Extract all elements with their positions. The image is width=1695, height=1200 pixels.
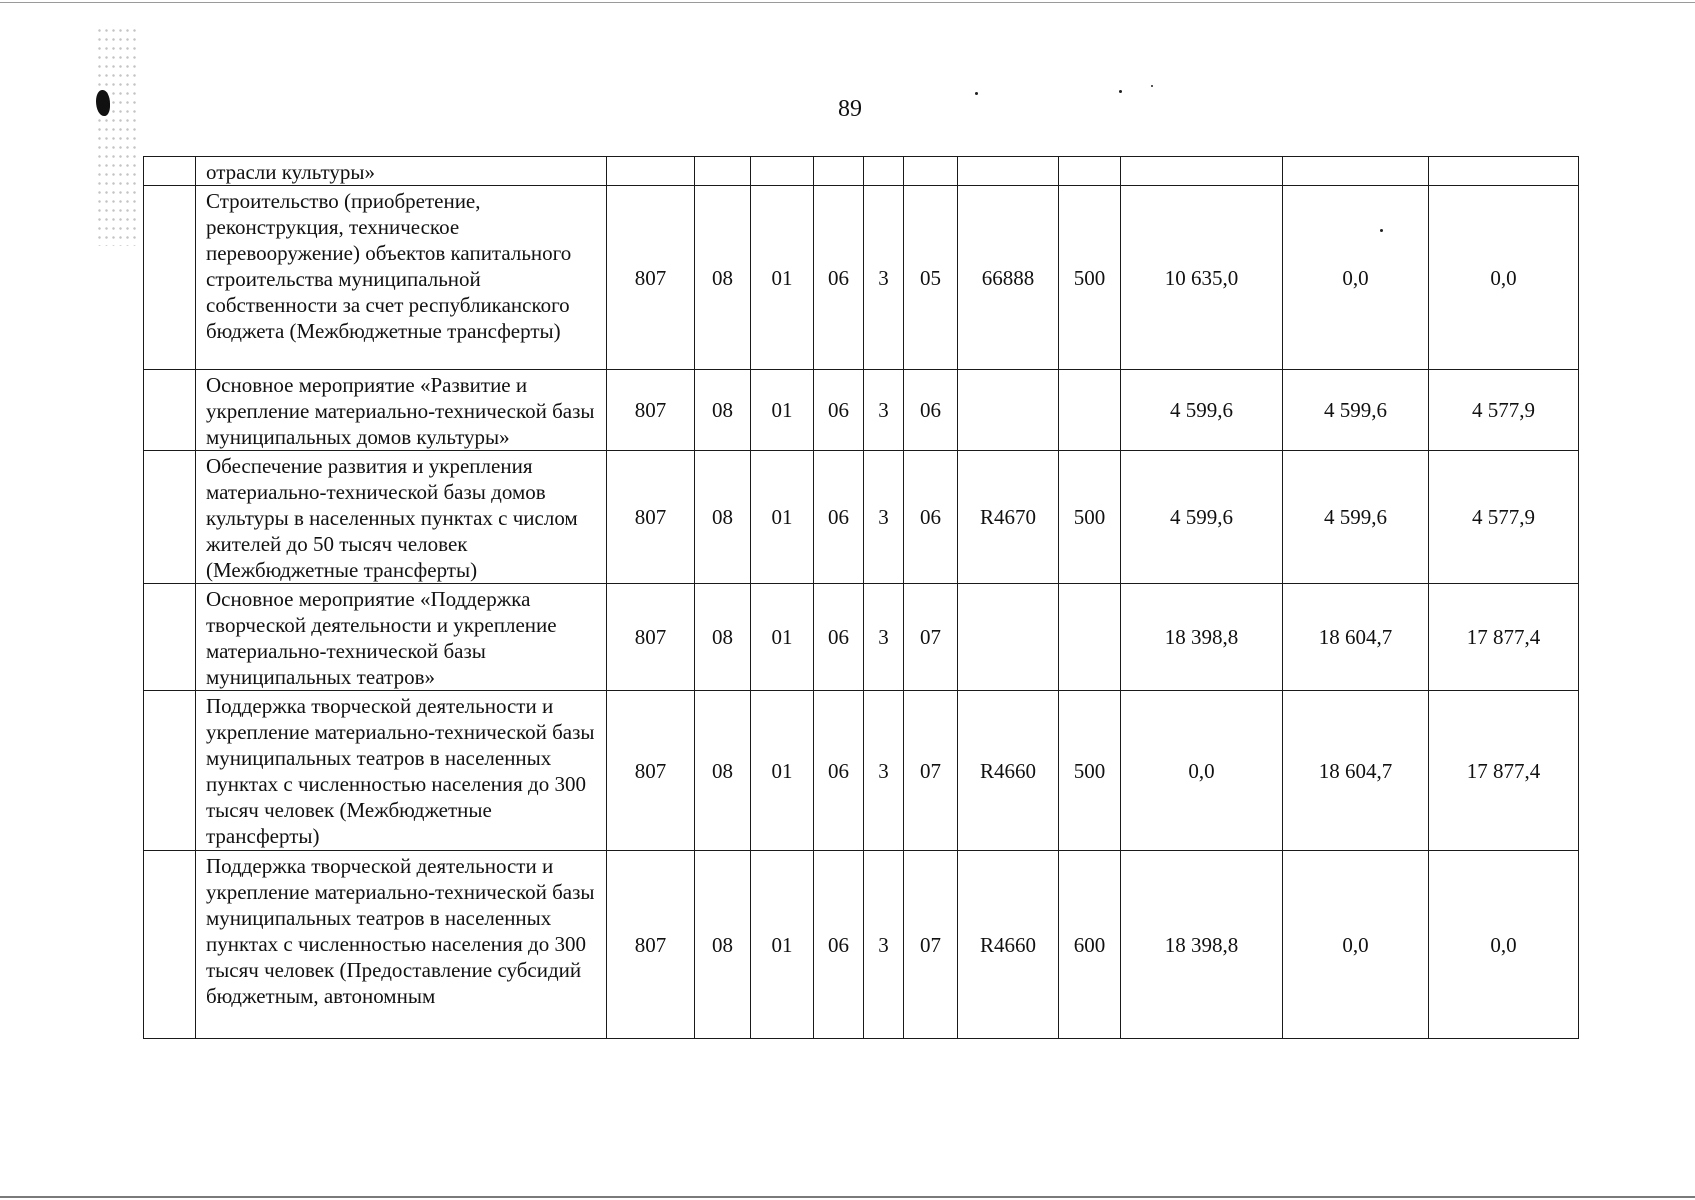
table-row bbox=[144, 584, 1579, 691]
subsection-code-cell: 01 bbox=[751, 451, 814, 584]
page-number: 89 bbox=[838, 96, 862, 122]
row-index-cell bbox=[144, 157, 196, 186]
amount-year-1-cell: 4 599,6 bbox=[1121, 370, 1283, 451]
program-code-cell: 06 bbox=[814, 186, 864, 370]
amount-year-1-cell: 4 599,6 bbox=[1121, 451, 1283, 584]
amount-year-2-cell: 0,0 bbox=[1283, 851, 1429, 1039]
table-row bbox=[144, 851, 1579, 1039]
event-code-cell: 05 bbox=[904, 186, 958, 370]
section-code-cell: 08 bbox=[695, 691, 751, 851]
program-code-cell: 06 bbox=[814, 370, 864, 451]
event-code-cell: 06 bbox=[904, 451, 958, 584]
direction-code-cell: 66888 bbox=[958, 186, 1059, 370]
amount-year-3-cell: 4 577,9 bbox=[1429, 451, 1579, 584]
section-code-cell bbox=[695, 157, 751, 186]
description-cell: отрасли культуры» bbox=[196, 157, 607, 186]
amount-year-1-cell: 0,0 bbox=[1121, 691, 1283, 851]
direction-code-cell: R4660 bbox=[958, 851, 1059, 1039]
expense-type-cell: 500 bbox=[1059, 691, 1121, 851]
amount-year-2-cell: 4 599,6 bbox=[1283, 370, 1429, 451]
table-body bbox=[144, 157, 1579, 1039]
amount-year-3-cell bbox=[1429, 157, 1579, 186]
scan-speck bbox=[975, 92, 978, 95]
scan-speck bbox=[1151, 85, 1153, 87]
program-code-cell bbox=[814, 157, 864, 186]
section-code-cell: 08 bbox=[695, 851, 751, 1039]
expense-type-cell bbox=[1059, 157, 1121, 186]
description-cell: Поддержка творческой деятельности и укрепление материально-технической базы муниципальных театров в населенных пунктах с численностью населения до 300 тысяч человек (Предоставление субсидий бюджетным, автономным bbox=[196, 851, 607, 1039]
expense-type-cell bbox=[1059, 584, 1121, 691]
subsection-code-cell bbox=[751, 157, 814, 186]
amount-year-2-cell: 4 599,6 bbox=[1283, 451, 1429, 584]
budget-table bbox=[143, 156, 1579, 1039]
ministry-code-cell: 807 bbox=[607, 584, 695, 691]
direction-code-cell: R4660 bbox=[958, 691, 1059, 851]
row-index-cell bbox=[144, 584, 196, 691]
ministry-code-cell: 807 bbox=[607, 451, 695, 584]
ministry-code-cell: 807 bbox=[607, 691, 695, 851]
subprogram-code-cell bbox=[864, 157, 904, 186]
program-code-cell: 06 bbox=[814, 451, 864, 584]
event-code-cell bbox=[904, 157, 958, 186]
direction-code-cell: R4670 bbox=[958, 451, 1059, 584]
table-row bbox=[144, 186, 1579, 370]
row-index-cell bbox=[144, 691, 196, 851]
subsection-code-cell: 01 bbox=[751, 186, 814, 370]
scan-bottom-edge bbox=[0, 1196, 1695, 1198]
amount-year-2-cell: 18 604,7 bbox=[1283, 691, 1429, 851]
description-cell: Поддержка творческой деятельности и укрепление материально-технической базы муниципальных театров в населенных пунктах с численностью населения до 300 тысяч человек (Межбюджетные трансферты) bbox=[196, 691, 607, 851]
subprogram-code-cell: 3 bbox=[864, 584, 904, 691]
amount-year-1-cell bbox=[1121, 157, 1283, 186]
direction-code-cell bbox=[958, 157, 1059, 186]
amount-year-2-cell: 18 604,7 bbox=[1283, 584, 1429, 691]
ministry-code-cell: 807 bbox=[607, 370, 695, 451]
scan-binding-noise bbox=[96, 26, 136, 246]
section-code-cell: 08 bbox=[695, 370, 751, 451]
direction-code-cell bbox=[958, 584, 1059, 691]
subprogram-code-cell: 3 bbox=[864, 851, 904, 1039]
table-row bbox=[144, 451, 1579, 584]
program-code-cell: 06 bbox=[814, 584, 864, 691]
amount-year-1-cell: 18 398,8 bbox=[1121, 851, 1283, 1039]
program-code-cell: 06 bbox=[814, 851, 864, 1039]
event-code-cell: 07 bbox=[904, 691, 958, 851]
description-cell: Строительство (приобретение, реконструкция, техническое перевооружение) объектов капитального строительства муниципальной собственности за счет республиканского бюджета (Межбюджетные трансферты) bbox=[196, 186, 607, 370]
scan-speck bbox=[1119, 90, 1122, 93]
description-cell: Основное мероприятие «Развитие и укрепление материально-технической базы муниципальных домов культуры» bbox=[196, 370, 607, 451]
event-code-cell: 06 bbox=[904, 370, 958, 451]
section-code-cell: 08 bbox=[695, 451, 751, 584]
subprogram-code-cell: 3 bbox=[864, 451, 904, 584]
row-index-cell bbox=[144, 186, 196, 370]
subsection-code-cell: 01 bbox=[751, 584, 814, 691]
program-code-cell: 06 bbox=[814, 691, 864, 851]
amount-year-2-cell bbox=[1283, 157, 1429, 186]
amount-year-3-cell: 4 577,9 bbox=[1429, 370, 1579, 451]
expense-type-cell: 500 bbox=[1059, 186, 1121, 370]
table-row bbox=[144, 370, 1579, 451]
table-row bbox=[144, 691, 1579, 851]
scan-binding-mark bbox=[96, 90, 110, 116]
amount-year-3-cell: 17 877,4 bbox=[1429, 691, 1579, 851]
event-code-cell: 07 bbox=[904, 584, 958, 691]
subprogram-code-cell: 3 bbox=[864, 370, 904, 451]
expense-type-cell bbox=[1059, 370, 1121, 451]
scan-top-edge bbox=[0, 2, 1695, 3]
amount-year-1-cell: 10 635,0 bbox=[1121, 186, 1283, 370]
expense-type-cell: 500 bbox=[1059, 451, 1121, 584]
expense-type-cell: 600 bbox=[1059, 851, 1121, 1039]
ministry-code-cell: 807 bbox=[607, 851, 695, 1039]
subprogram-code-cell: 3 bbox=[864, 691, 904, 851]
ministry-code-cell: 807 bbox=[607, 186, 695, 370]
ministry-code-cell bbox=[607, 157, 695, 186]
description-cell: Основное мероприятие «Поддержка творческой деятельности и укрепление материально-технической базы муниципальных театров» bbox=[196, 584, 607, 691]
subsection-code-cell: 01 bbox=[751, 691, 814, 851]
subsection-code-cell: 01 bbox=[751, 370, 814, 451]
amount-year-3-cell: 0,0 bbox=[1429, 186, 1579, 370]
direction-code-cell bbox=[958, 370, 1059, 451]
section-code-cell: 08 bbox=[695, 584, 751, 691]
subprogram-code-cell: 3 bbox=[864, 186, 904, 370]
amount-year-2-cell: 0,0 bbox=[1283, 186, 1429, 370]
amount-year-1-cell: 18 398,8 bbox=[1121, 584, 1283, 691]
description-cell: Обеспечение развития и укрепления материально-технической базы домов культуры в населенных пунктах с числом жителей до 50 тысяч человек (Межбюджетные трансферты) bbox=[196, 451, 607, 584]
section-code-cell: 08 bbox=[695, 186, 751, 370]
subsection-code-cell: 01 bbox=[751, 851, 814, 1039]
table-row bbox=[144, 157, 1579, 186]
row-index-cell bbox=[144, 451, 196, 584]
row-index-cell bbox=[144, 370, 196, 451]
amount-year-3-cell: 0,0 bbox=[1429, 851, 1579, 1039]
amount-year-3-cell: 17 877,4 bbox=[1429, 584, 1579, 691]
row-index-cell bbox=[144, 851, 196, 1039]
event-code-cell: 07 bbox=[904, 851, 958, 1039]
